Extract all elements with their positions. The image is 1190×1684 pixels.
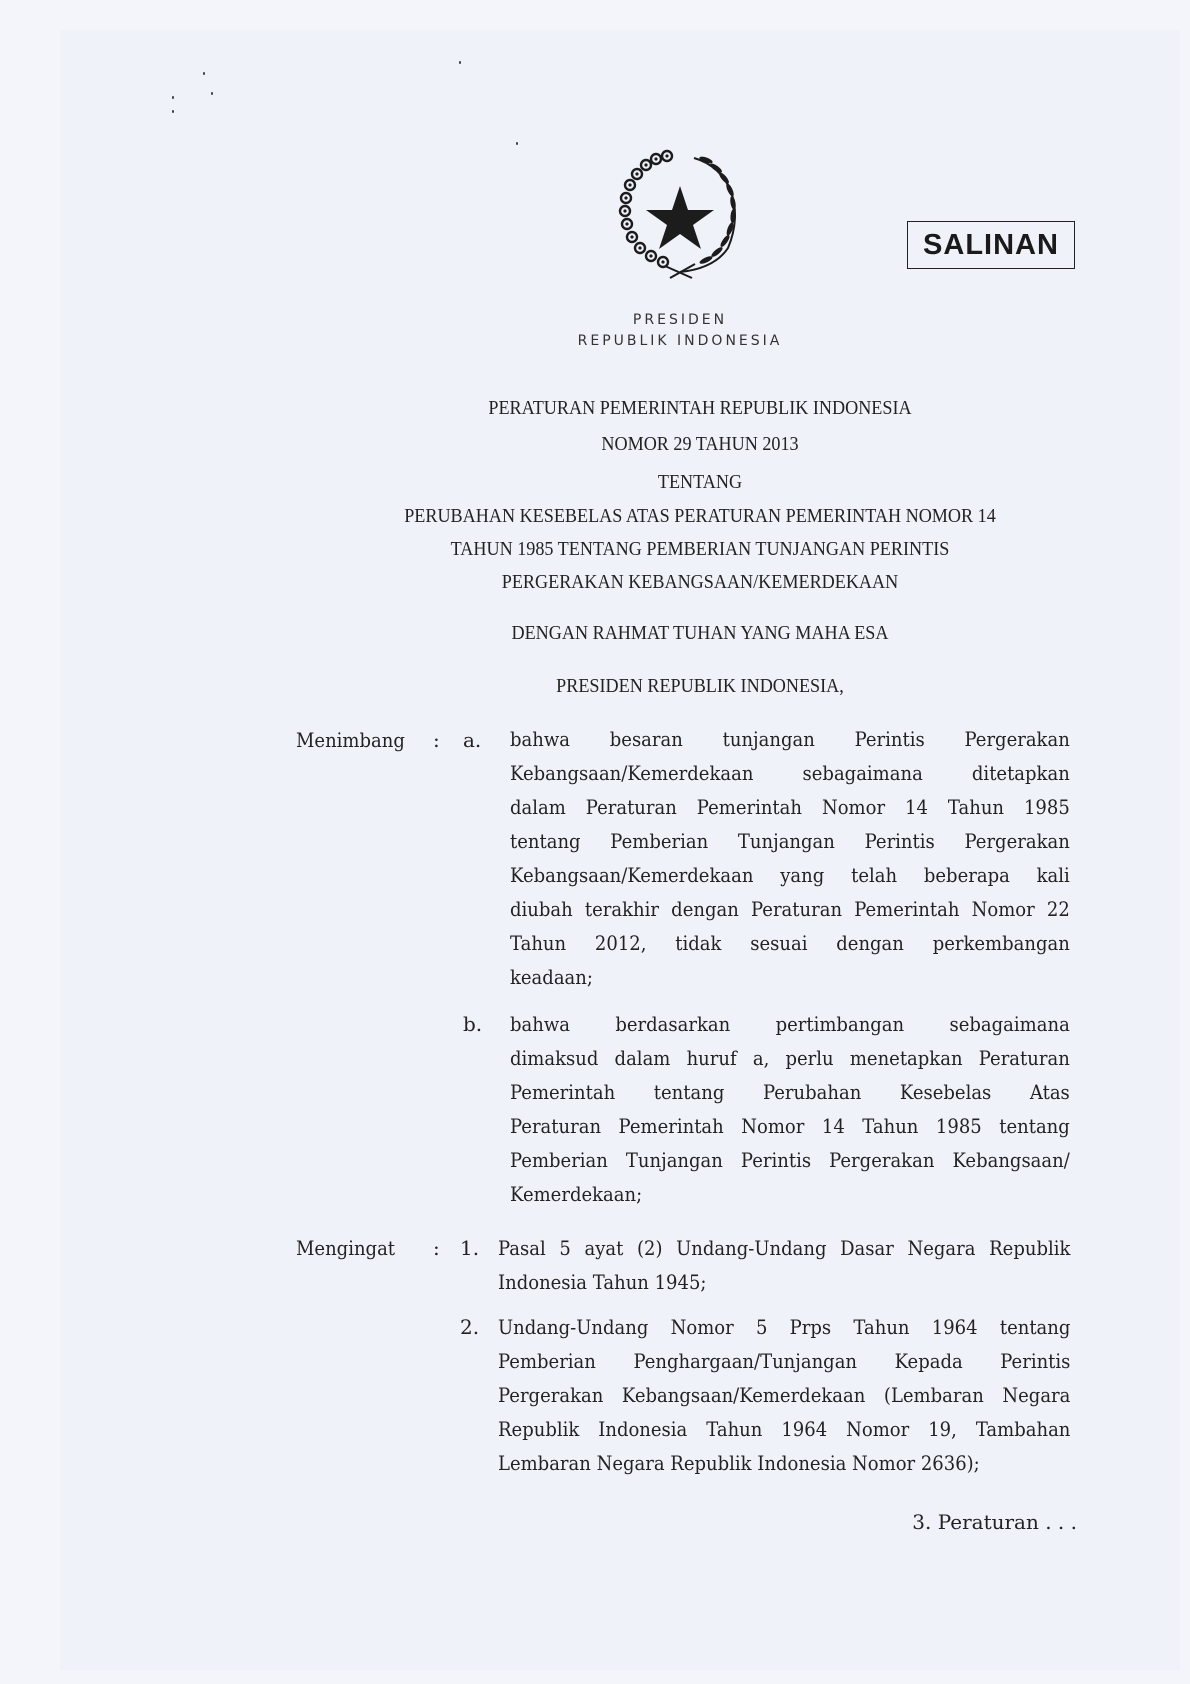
title-line6: PERGERAKAN KEBANGSAAN/KEMERDEKAAN bbox=[501, 572, 899, 593]
mengingat-item-2: Undang-Undang Nomor 5 Prps Tahun 1964 tentang Pemberian Penghargaan/Tunjangan Kepada Perintis Pergerakan Kebangsaan/Kemerdekaan (Lembaran Negara Republik Indonesia Tahun 1964 Nomor 19, Tambahan Lembaran Negara Republik Indonesia Nomor 2636); bbox=[498, 1315, 1071, 1475]
scan-speck bbox=[203, 72, 205, 75]
title-line5: TAHUN 1985 TENTANG PEMBERIAN TUNJANGAN PERINTIS bbox=[450, 539, 950, 560]
mengingat-label: Mengingat bbox=[296, 1236, 396, 1260]
title-line1: PERATURAN PEMERINTAH REPUBLIK INDONESIA bbox=[488, 398, 912, 419]
scan-speck bbox=[211, 92, 213, 95]
mengingat-colon: : bbox=[433, 1236, 440, 1260]
menimbang-item-a: bahwa besaran tunjangan Perintis Pergerakan Kebangsaan/Kemerdekaan sebagaimana ditetapkan dalam Peraturan Pemerintah Nomor 14 Tahun 1985 tentang Pemberian Tunjangan Perintis Pergerakan Kebangsaan/Kemerdekaan yang telah beberapa kali diubah terakhir dengan Peraturan Pemerintah Nomor 22 Tahun 2012, tidak sesuai dengan perkembangan keadaan; bbox=[510, 727, 1070, 989]
title-line2: NOMOR 29 TAHUN 2013 bbox=[601, 434, 799, 455]
menimbang-colon: : bbox=[433, 728, 440, 752]
menimbang-item-b: bahwa berdasarkan pertimbangan sebagaimana dimaksud dalam huruf a, perlu menetapkan Peraturan Pemerintah tentang Perubahan Kesebelas Atas Peraturan Pemerintah Nomor 14 Tahun 1985 tentang Pemberian Tunjangan Perintis Pergerakan Kebangsaan/ Kemerdekaan; bbox=[510, 1012, 1070, 1206]
mengingat-item-1: Pasal 5 ayat (2) Undang-Undang Dasar Negara Republik Indonesia Tahun 1945; bbox=[498, 1236, 1071, 1294]
invocation: DENGAN RAHMAT TUHAN YANG MAHA ESA bbox=[511, 623, 889, 644]
title-line4: PERUBAHAN KESEBELAS ATAS PERATURAN PEMERINTAH NOMOR 14 bbox=[404, 506, 996, 527]
mengingat-marker-2: 2. bbox=[460, 1315, 480, 1339]
menimbang-label: Menimbang bbox=[296, 728, 405, 752]
scan-speck bbox=[172, 110, 174, 113]
scan-speck bbox=[516, 142, 518, 145]
scan-speck bbox=[459, 61, 461, 64]
salinan-stamp: SALINAN bbox=[907, 221, 1075, 269]
menimbang-marker-b: b. bbox=[463, 1012, 483, 1036]
issuer-label-line1: PRESIDEN bbox=[632, 312, 728, 328]
title-line3: TENTANG bbox=[657, 472, 743, 493]
issuer-label-line2: REPUBLIK INDONESIA bbox=[577, 333, 783, 349]
enacting-authority: PRESIDEN REPUBLIK INDONESIA, bbox=[556, 676, 844, 697]
menimbang-marker-a: a. bbox=[463, 728, 482, 752]
continuation-marker: 3. Peraturan . . . bbox=[912, 1510, 1077, 1534]
mengingat-marker-1: 1. bbox=[460, 1236, 480, 1260]
scan-speck bbox=[172, 96, 174, 99]
presidential-seal-icon bbox=[610, 148, 750, 283]
